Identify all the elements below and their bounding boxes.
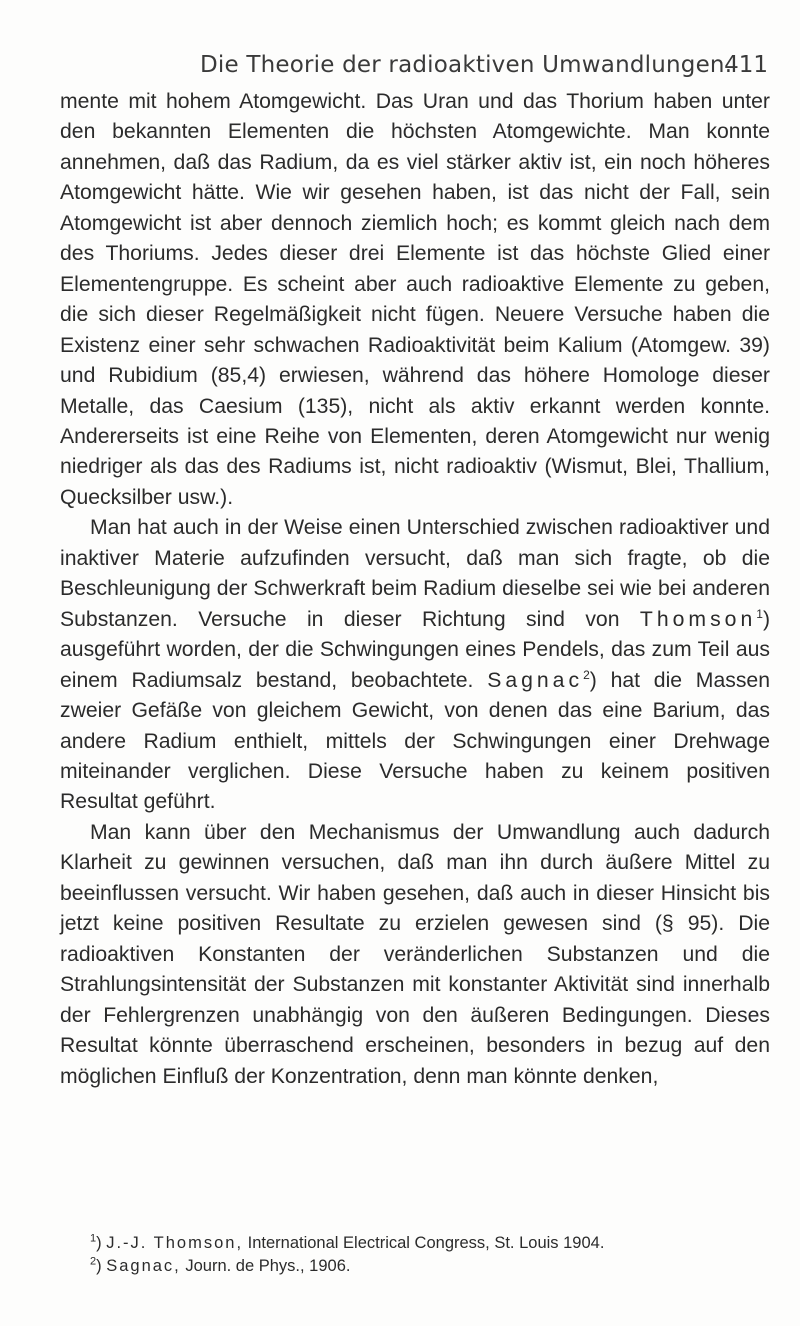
paragraph-2: Man hat auch in der Weise einen Unterschied zwischen radioaktiver und inaktiver Materie aufzufinden versucht, daß man sich fragte, ob die Beschleunigung der Schwerkraft beim Radium dieselbe sei wie bei anderen Substanzen. Versuche in dieser Richtung sind von Thomson$^1$) ausgeführt worden, der die Schwingungen eines Pendels, das zum Teil aus einem Radiumsalz bestand, beobachtete. Sagnac$^2$) hat die Massen zweier Gefäße von gleichem Gewicht, von denen das eine Barium, das andere Radium enthielt, mittels der Schwingungen einer Drehwage miteinander verglichen. Diese Versuche haben zu keinem positiven Resultat geführt. <box>60 516 770 814</box>
footnote-ref-2: 2 <box>583 667 590 682</box>
paragraph-2-text-c: hat die Massen zweier Gefäße von gleichem Gewicht, von denen das eine Barium, das andere Radium enthielt, mittels der Schwingungen einer Drehwage miteinander verglichen. Diese Versuche haben zu keinem positiven Resultat geführt. <box>60 668 770 814</box>
footnote-2-mark: 2 <box>90 1255 97 1268</box>
author-name-thomson: Thomson <box>639 607 757 631</box>
footnote-1-text: International Electrical Congress, St. Louis 1904. <box>247 1234 605 1252</box>
footnotes <box>90 1232 770 1278</box>
running-header <box>200 52 768 92</box>
footnote-1-author: J.-J. Thomson, <box>106 1234 244 1252</box>
running-title: Die Theorie der radioaktiven Umwandlungen. <box>200 52 733 78</box>
footnote-2-text: Journ. de Phys., 1906. <box>185 1257 351 1275</box>
footnote-1-mark: 1 <box>90 1232 97 1245</box>
paragraph-3: Man kann über den Mechanismus der Umwandlung auch dadurch Klarheit zu gewinnen versuchen, daß man ihn durch äußere Mittel zu beeinflussen versucht. Wir haben gesehen, daß auch in dieser Hinsicht bis jetzt keine positiven Resultate zu erzielen gewesen sind (§ 95). Die radioaktiven Konstanten der veränderlichen Substanzen und die Strahlungsintensität der Substanzen mit konstanter Aktivität sind innerhalb der Fehlergrenzen unabhängig von den äußeren Bedingungen. Dieses Resultat könnte überraschend erscheinen, besonders in bezug auf den möglichen Einfluß der Konzentration, denn man könnte denken, <box>60 820 770 1088</box>
footnote-1: $^1$) J.-J. Thomson, International Electrical Congress, St. Louis 1904. <box>90 1232 605 1252</box>
footnote-2-author: Sagnac, <box>106 1257 181 1275</box>
paragraph-2-text-b: ausgeführt worden, der die Schwingungen eines Pendels, das zum Teil aus einem Radiumsalz bestand, beobachtete. <box>60 638 770 692</box>
footnote-ref-1: 1 <box>756 606 763 621</box>
page-number: 411 <box>724 52 768 78</box>
footnote-2: $^2$) Sagnac, Journ. de Phys., 1906. <box>90 1255 351 1275</box>
main-text <box>60 87 770 1092</box>
paragraph-1: mente mit hohem Atomgewicht. Das Uran und das Thorium haben unter den bekannten Elementen die höchsten Atomgewichte. Man konnte annehmen, daß das Radium, da es viel stärker aktiv ist, ein noch höheres Atomgewicht hätte. Wie wir gesehen haben, ist das nicht der Fall, sein Atomgewicht ist aber dennoch ziemlich hoch; es kommt gleich nach dem des Thoriums. Jedes dieser drei Elemente ist das höchste Glied einer Elementengruppe. Es scheint aber auch radioaktive Elemente zu geben, die sich dieser Regelmäßigkeit nicht fügen. Neuere Versuche haben die Existenz einer sehr schwachen Radioaktivität beim Kalium (Atomgew. 39) und Rubidium (85,4) erwiesen, während das höhere Homologe dieser Metalle, das Caesium (135), nicht als aktiv erkannt werden konnte. Andererseits ist eine Reihe von Elementen, deren Atomgewicht nur wenig niedriger als das des Radiums ist, nicht radioaktiv (Wismut, Blei, Thallium, Quecksilber usw.). <box>60 90 770 509</box>
author-name-sagnac: Sagnac <box>487 668 584 692</box>
paragraph-2-text-a: Man hat auch in der Weise einen Unterschied zwischen radioaktiver und inaktiver Materie aufzufinden versucht, daß man sich fragte, ob die Beschleunigung der Schwerkraft beim Radium dieselbe sei wie bei anderen Substanzen. Versuche in dieser Richtung sind von <box>60 516 770 631</box>
